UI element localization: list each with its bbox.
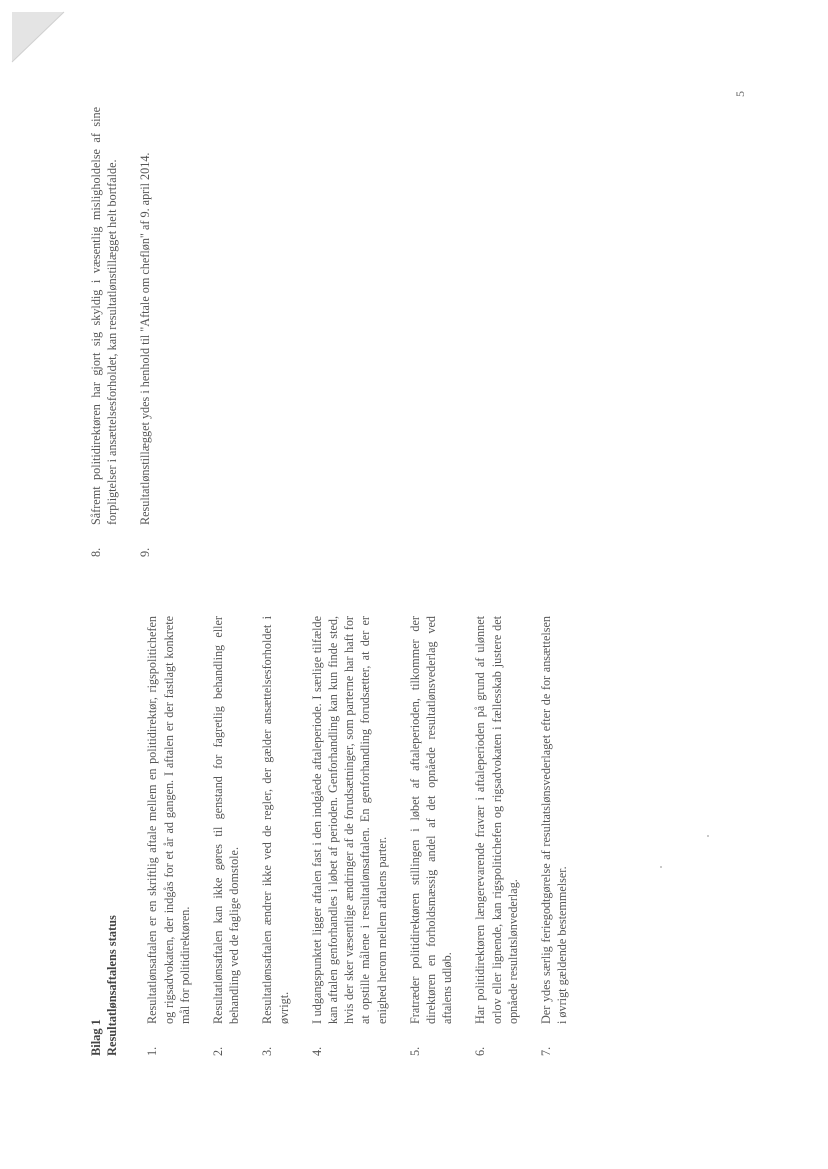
item-text: Resultatlønsaftalen ændrer ikke ved de regler, der gælder ansættelsesforholdet i øvrigt. <box>260 616 291 1024</box>
right-column <box>88 107 171 557</box>
item-text: I udgangspunktet ligger aftalen fast i den indgåede aftaleperiode. I særlige tilfælde kan aftalen genforhandles i løbet af perioden. Genforhandling kan kun finde sted, hvis der sker væsentlige ændringer af de forudsætninger, som parterne har haft for at opstille målene i resultatlønsaftalen. En genforhandling forudsætter, at der er enighed herom mellem aftalens parter. <box>309 616 389 1024</box>
list-item <box>407 616 456 1056</box>
list-item <box>88 107 120 557</box>
numbered-list <box>144 616 570 1056</box>
numbered-list <box>88 107 154 557</box>
item-number: 7. <box>539 1046 554 1056</box>
list-item <box>137 107 153 557</box>
item-number: 3. <box>260 1046 275 1056</box>
item-number: 4. <box>309 1046 324 1056</box>
appendix-heading: Bilag 1 <box>89 1019 103 1056</box>
list-item <box>309 616 390 1056</box>
item-number: 2. <box>211 1046 226 1056</box>
list-item <box>259 616 291 1056</box>
item-text: Resultatlønstillægget ydes i henhold til "Aftale om chefløn" af 9. april 2014. <box>138 152 153 525</box>
item-number: 9. <box>138 547 153 557</box>
item-number: 1. <box>145 1046 160 1056</box>
list-item <box>210 616 242 1056</box>
page-number: 5 <box>733 91 747 97</box>
list-item <box>472 616 521 1056</box>
item-text: Har politidirektøren længerevarende fravær i aftaleperioden på grund af ulønnet orlov eller lignende, kan rigspolitichefen og rigsadvokaten i fællesskab justere det opnåede resultatslønvederlag. <box>473 616 520 1024</box>
item-text: Fratræder politidirektøren stillingen i løbet af aftaleperioden, tilkommer der direktøren en forholdsmæssig andel af det opnåede resultatlønsvederlag ved aftalens udløb. <box>407 616 455 1024</box>
item-text: Resultatlønsaftalen er en skriftlig aftale mellem en politidirektør, rigspolitichefen og rigsadvokaten, der indgås for et år ad gangen. I aftalen er der fastlagt konkrete mål for politidirektøren. <box>145 616 192 1024</box>
list-item <box>538 616 570 1056</box>
left-column <box>88 616 587 1056</box>
list-item <box>144 616 193 1056</box>
section-heading: Resultatlønsaftalens status <box>105 915 120 1056</box>
item-number: 5. <box>407 1046 422 1056</box>
item-number: 6. <box>473 1046 488 1056</box>
item-text: Resultatlønsaftalen kan ikke gøres til genstand for fagretlig behandling eller behandling ved de faglige domstole. <box>211 616 242 1024</box>
item-number: 8. <box>89 547 103 557</box>
item-text: Der ydes særlig feriegodtgørelse af resultatslønsvederlaget efter de for ansættelsen i øvrigt gældende bestemmelser. <box>539 616 570 1024</box>
item-text: Såfremt politidirektøren har gjort sig skyldig i væsentlig misligholdelse af sine forpligtelser i ansættelsesforholdet, kan resultatlønstillægget helt bortfalde. <box>89 107 120 525</box>
